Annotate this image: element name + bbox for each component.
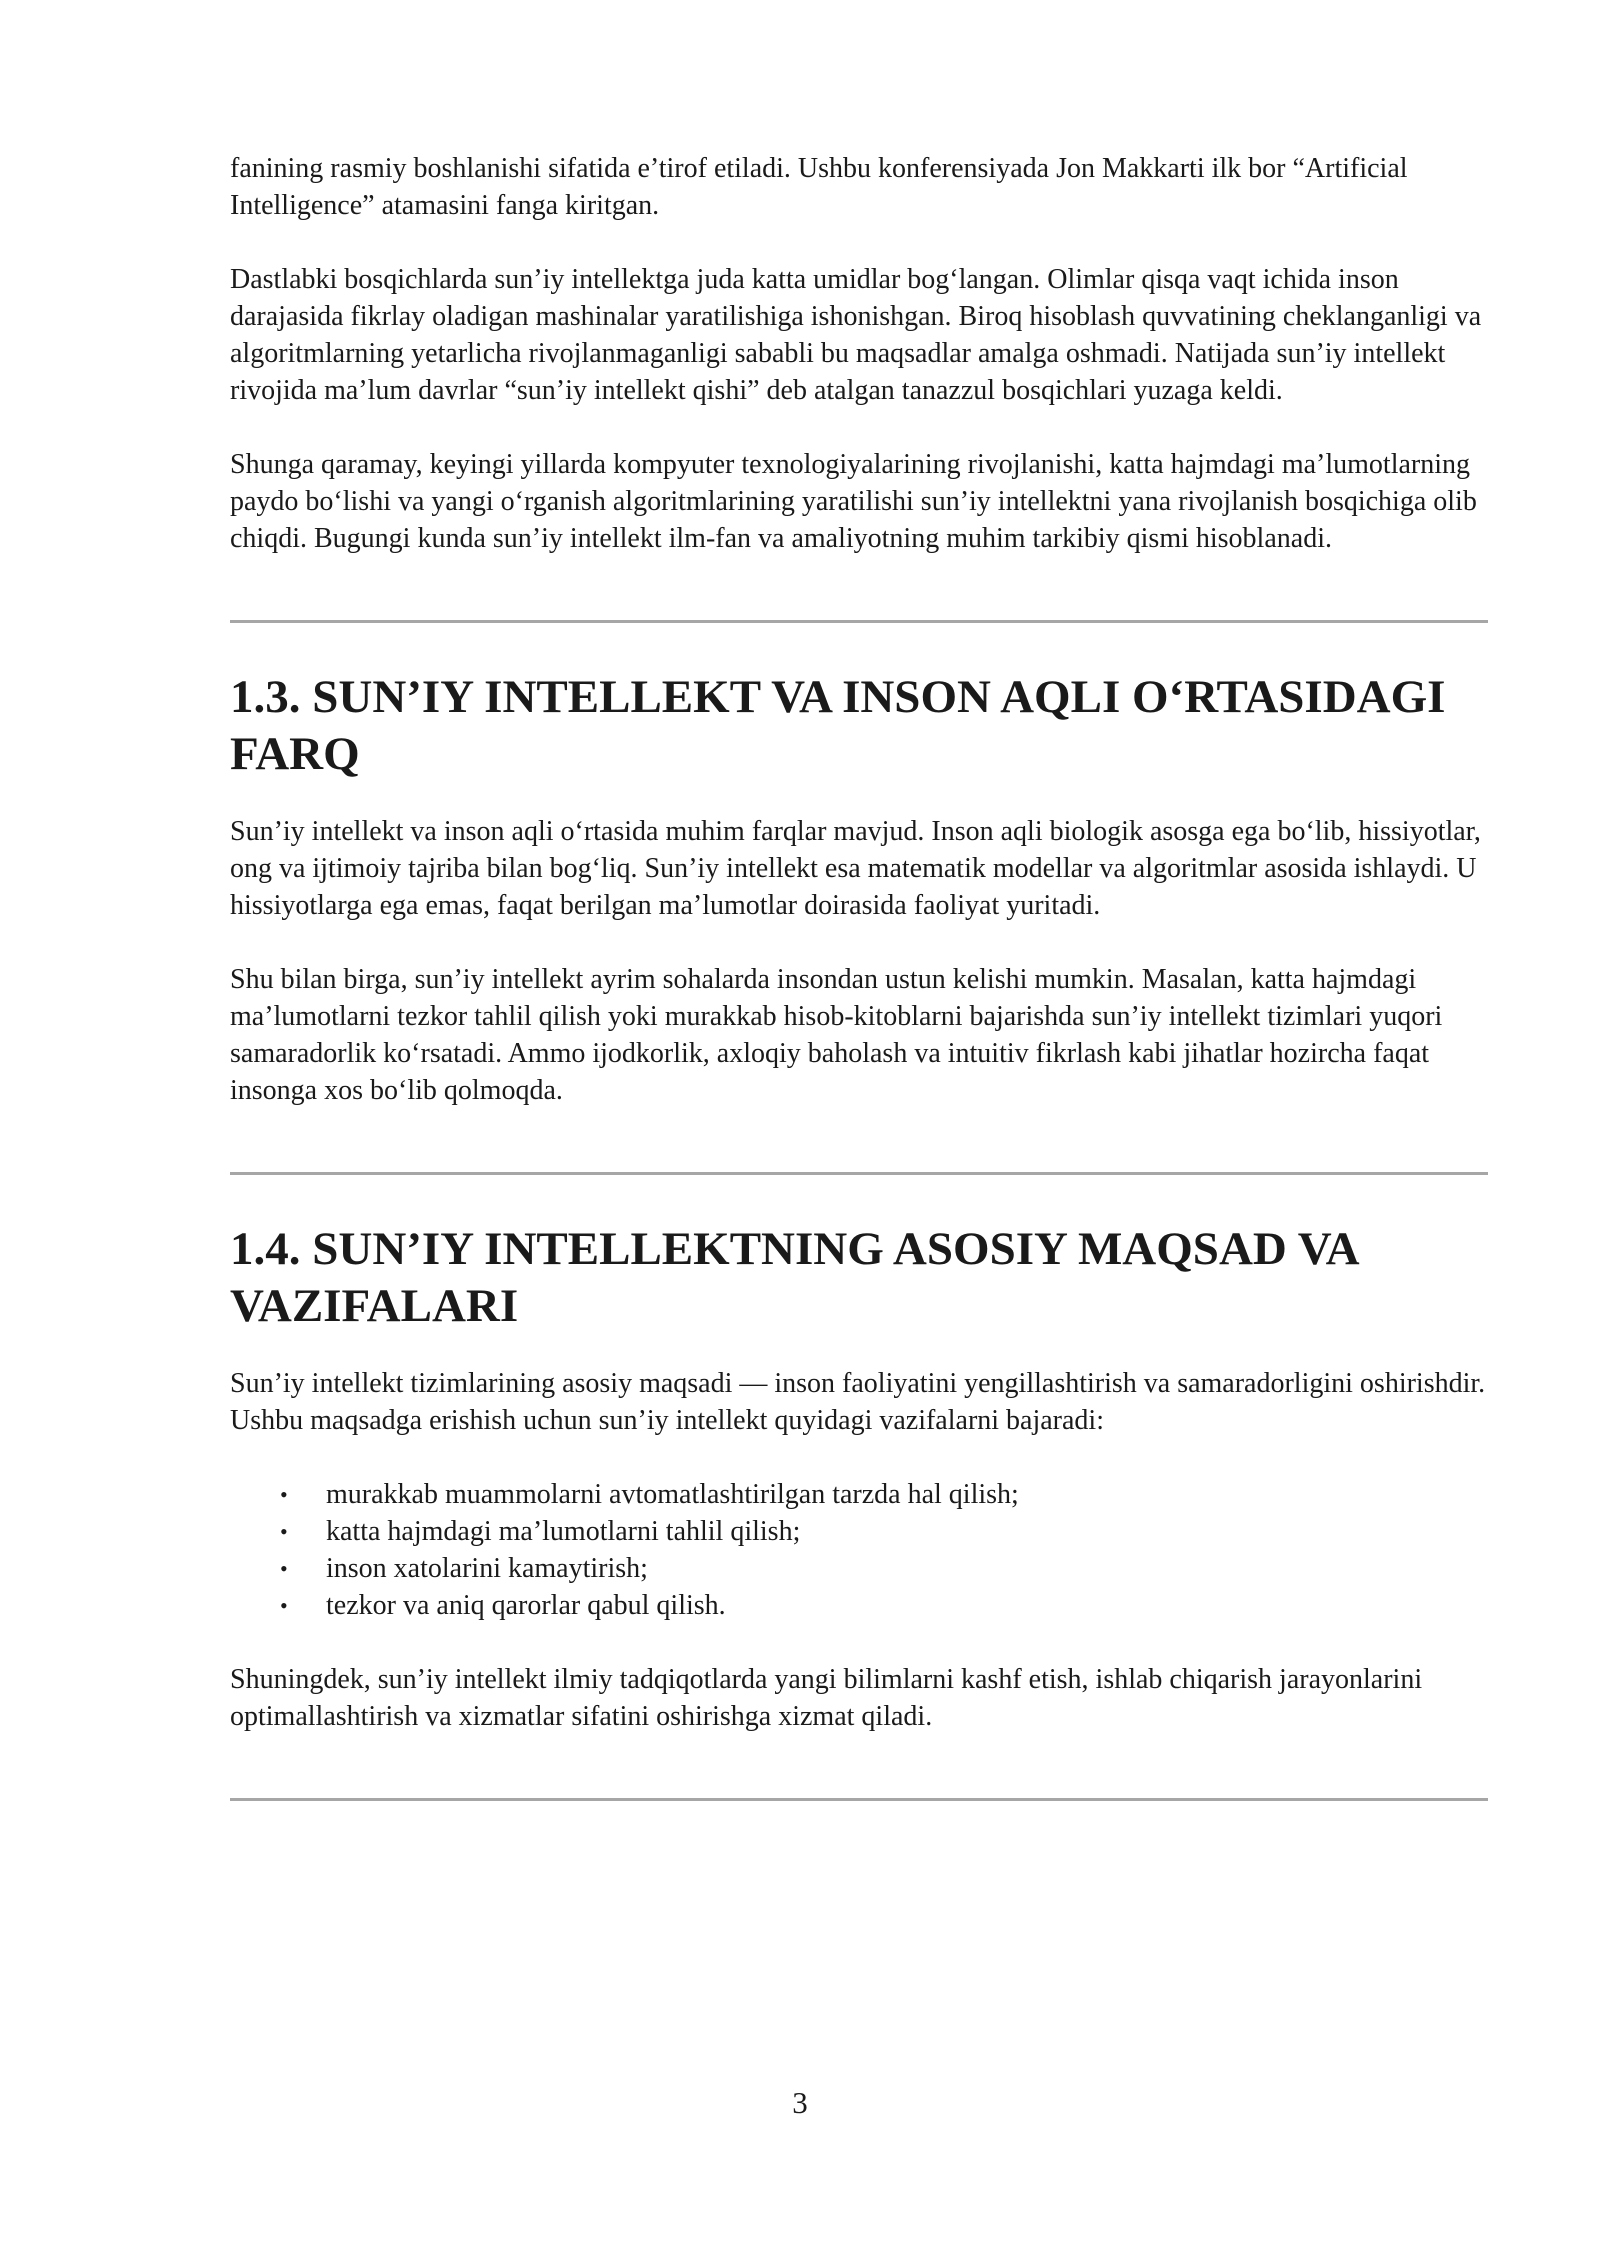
list-item-text: tezkor va aniq qarorlar qabul qilish. bbox=[326, 1590, 726, 1621]
bullet-icon: • bbox=[280, 1482, 288, 1507]
intro-paragraph-2: Dastlabki bosqichlarda sun’iy intellektga juda katta umidlar bog‘langan. Olimlar qisqa vaqt ichida inson darajasida fikrlay oladigan mashinalar yaratilishiga ishonishgan. Biroq hisoblash quvvatining cheklanganligi va algoritmlarning yetarlicha rivojlanmaganligi sababli bu maqsadlar amalga oshmadi. Natijada sun’iy intellekt rivojida ma’lum davrlar “sun’iy intellekt qishi” deb atalgan tanazzul bosqichlari yuzaga keldi. bbox=[230, 264, 1482, 406]
section-heading-1-4: 1.4. SUN’IY INTELLEKTNING ASOSIY MAQSAD VA VAZIFALARI bbox=[230, 1223, 1357, 1332]
section-heading-1-3: 1.3. SUN’IY INTELLEKT VA INSON AQLI O‘RTASIDAGI FARQ bbox=[230, 671, 1446, 780]
list-item-text: katta hajmdagi ma’lumotlarni tahlil qilish; bbox=[326, 1516, 801, 1547]
bullet-icon: • bbox=[280, 1593, 288, 1618]
task-list bbox=[230, 1476, 1488, 1624]
page-number: 3 bbox=[792, 2085, 808, 2120]
list-item bbox=[230, 1587, 1488, 1624]
document-page bbox=[230, 150, 1488, 1801]
section-1-4-closing-paragraph: Shuningdek, sun’iy intellekt ilmiy tadqiqotlarda yangi bilimlarni kashf etish, ishlab chiqarish jarayonlarini optimallashtirish va xizmatlar sifatini oshirishga xizmat qiladi. bbox=[230, 1664, 1423, 1732]
list-item-text: murakkab muammolarni avtomatlashtirilgan tarzda hal qilish; bbox=[326, 1479, 1019, 1510]
section-1-4-intro-paragraph: Sun’iy intellekt tizimlarining asosiy maqsadi — inson faoliyatini yengillashtirish va samaradorligini oshirishdir. Ushbu maqsadga erishish uchun sun’iy intellekt quyidagi vazifalarni bajaradi: bbox=[230, 1368, 1486, 1436]
section-1-3-paragraph-1: Sun’iy intellekt va inson aqli o‘rtasida muhim farqlar mavjud. Inson aqli biologik asosga ega bo‘lib, hissiyotlar, ong va ijtimoiy tajriba bilan bog‘liq. Sun’iy intellekt esa matematik modellar va algoritmlar asosida ishlaydi. U hissiyotlarga ega emas, faqat berilgan ma’lumotlar doirasida faoliyat yuritadi. bbox=[230, 816, 1481, 921]
list-item bbox=[230, 1550, 1488, 1587]
intro-paragraph-1: fanining rasmiy boshlanishi sifatida e’tirof etiladi. Ushbu konferensiyada Jon Makkarti ilk bor “Artificial Intelligence” atamasini fanga kiritgan. bbox=[230, 153, 1408, 221]
section-1-3-paragraph-2: Shu bilan birga, sun’iy intellekt ayrim sohalarda insondan ustun kelishi mumkin. Masalan, katta hajmdagi ma’lumotlarni tezkor tahlil qilish yoki murakkab hisob-kitoblarni bajarishda sun’iy intellekt tizimlari yuqori samaradorlik ko‘rsatadi. Ammo ijodkorlik, axloqiy baholash va intuitiv fikrlash kabi jihatlar hozircha faqat insonga xos bo‘lib qolmoqda. bbox=[230, 964, 1443, 1106]
list-item bbox=[230, 1513, 1488, 1550]
intro-paragraph-3: Shunga qaramay, keyingi yillarda kompyuter texnologiyalarining rivojlanishi, katta hajmdagi ma’lumotlarning paydo bo‘lishi va yangi o‘rganish algoritmlarining yaratilishi sun’iy intellektni yana rivojlanish bosqichiga olib chiqdi. Bugungi kunda sun’iy intellekt ilm-fan va amaliyotning muhim tarkibiy qismi hisoblanadi. bbox=[230, 449, 1477, 554]
section-divider bbox=[230, 1798, 1488, 1801]
list-item-text: inson xatolarini kamaytirish; bbox=[326, 1553, 648, 1584]
list-item bbox=[230, 1476, 1488, 1513]
bullet-icon: • bbox=[280, 1519, 288, 1544]
bullet-icon: • bbox=[280, 1556, 288, 1581]
